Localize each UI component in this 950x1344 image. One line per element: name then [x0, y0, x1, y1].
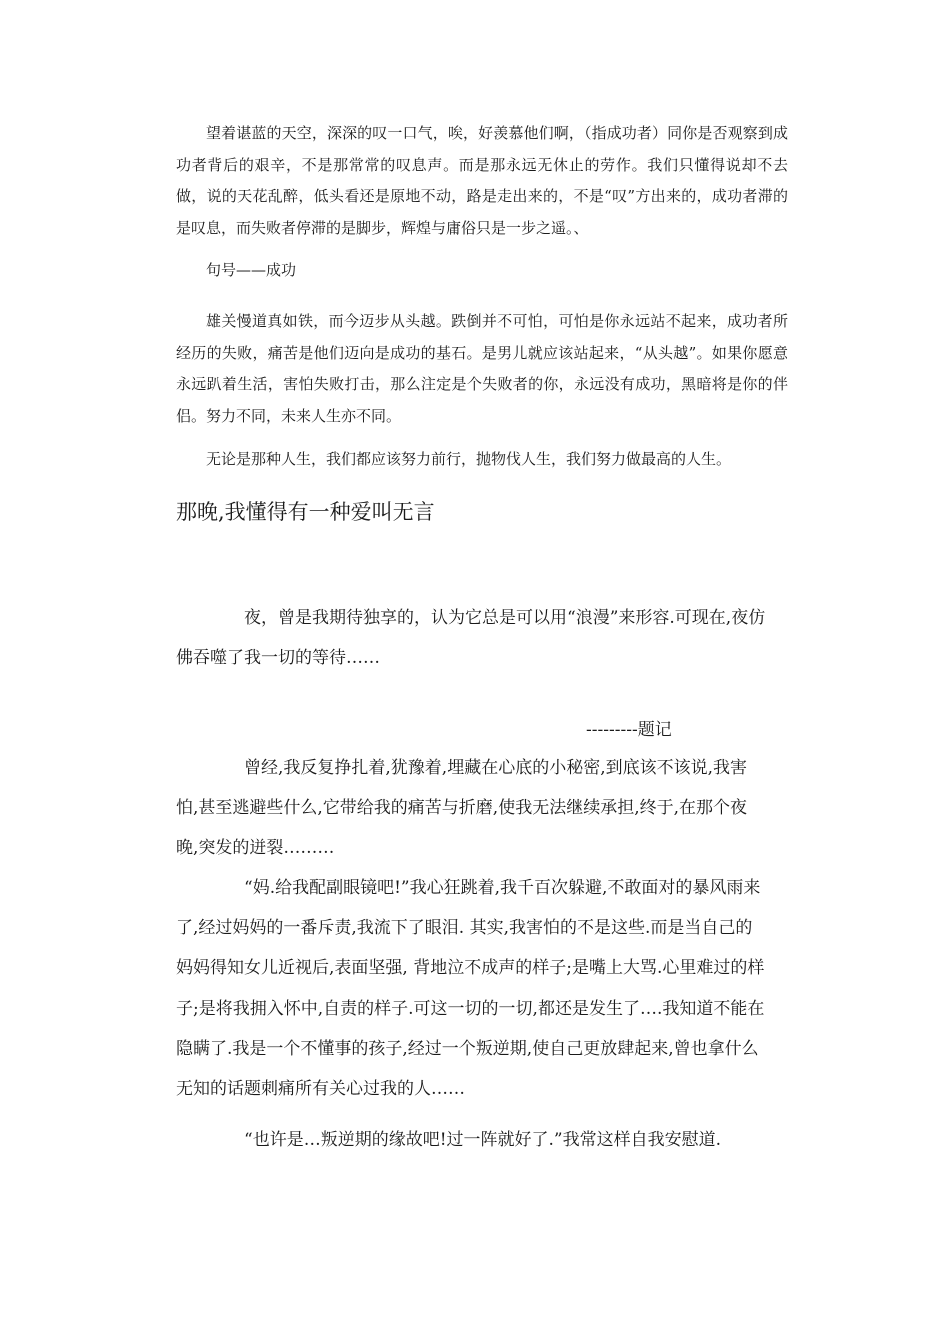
paragraph-rebellion: “也许是…叛逆期的缘故吧!过一阵就好了.”我常这样自我安慰道. — [244, 1130, 722, 1150]
epigraph-signature: ---------题记 — [586, 720, 672, 740]
paragraph-sigh: 望着谌蓝的天空，深深的叹一口气，唉，好羡慕他们啊，（指成功者）同你是否观察到成功者背后的艰辛，不是那常常的叹息声。而是那永远无休止的劳作。我们只懂得说却不去做，说的天花乱醉，低头看还是原地不动，路是走出来的，不是“叹”方出来的，成功者滞的是叹息，而失败者停滞的是脚步，辉煌与庸俗只是一步之遥。、 — [176, 124, 788, 237]
paragraph-glasses: “妈.给我配副眼镜吧!”我心狂跳着,我千百次躲避,不敢面对的暴风雨来了,经过妈妈的一番斥责,我流下了眼泪. 其实,我害怕的不是这些.而是当自己的妈妈得知女儿近视后,表面坚强, 背地泣不成声的样子;是嘴上大骂.心里难过的样子;是将我拥入怀中,自责的样子.可这一切的一切,都还是发生了….我知道不能在隐瞒了.我是一个不懂事的孩子,经过一个叛逆期,使自己更放肆起来,曾也拿什么无知的话题刺痛所有关心过我的人…… — [176, 878, 765, 1100]
paragraph-struggle: 曾经,我反复挣扎着,犹豫着,埋藏在心底的小秘密,到底该不该说,我害怕,甚至逃避些什么,它带给我的痛苦与折磨,使我无法继续承担,终于,在那个夜晚,突发的迸裂……… — [176, 758, 748, 859]
paragraph-conclusion: 无论是那种人生，我们都应该努力前行，抛物伐人生，我们努力做最高的人生。 — [206, 450, 732, 468]
essay-title: 那晚,我懂得有一种爱叫无言 — [176, 500, 435, 524]
intro-paragraph: 夜，曾是我期待独享的，认为它总是可以用“浪漫”来形容.可现在,夜仿佛吞噬了我一切的等待…… — [176, 608, 766, 669]
paragraph-iron-pass: 雄关慢道真如铁，而今迈步从头越。跌倒并不可怕，可怕是你永远站不起来，成功者所经历的失败，痛苦是他们迈向是成功的基石。是男儿就应该站起来，“从头越”。如果你愿意永远趴着生活，害怕失败打击，那么注定是个失败者的你，永远没有成功，黑暗将是你的伴侣。努力不同，未来人生亦不同。 — [176, 312, 788, 425]
paragraph-full-stop-success: 句号——成功 — [206, 261, 297, 279]
